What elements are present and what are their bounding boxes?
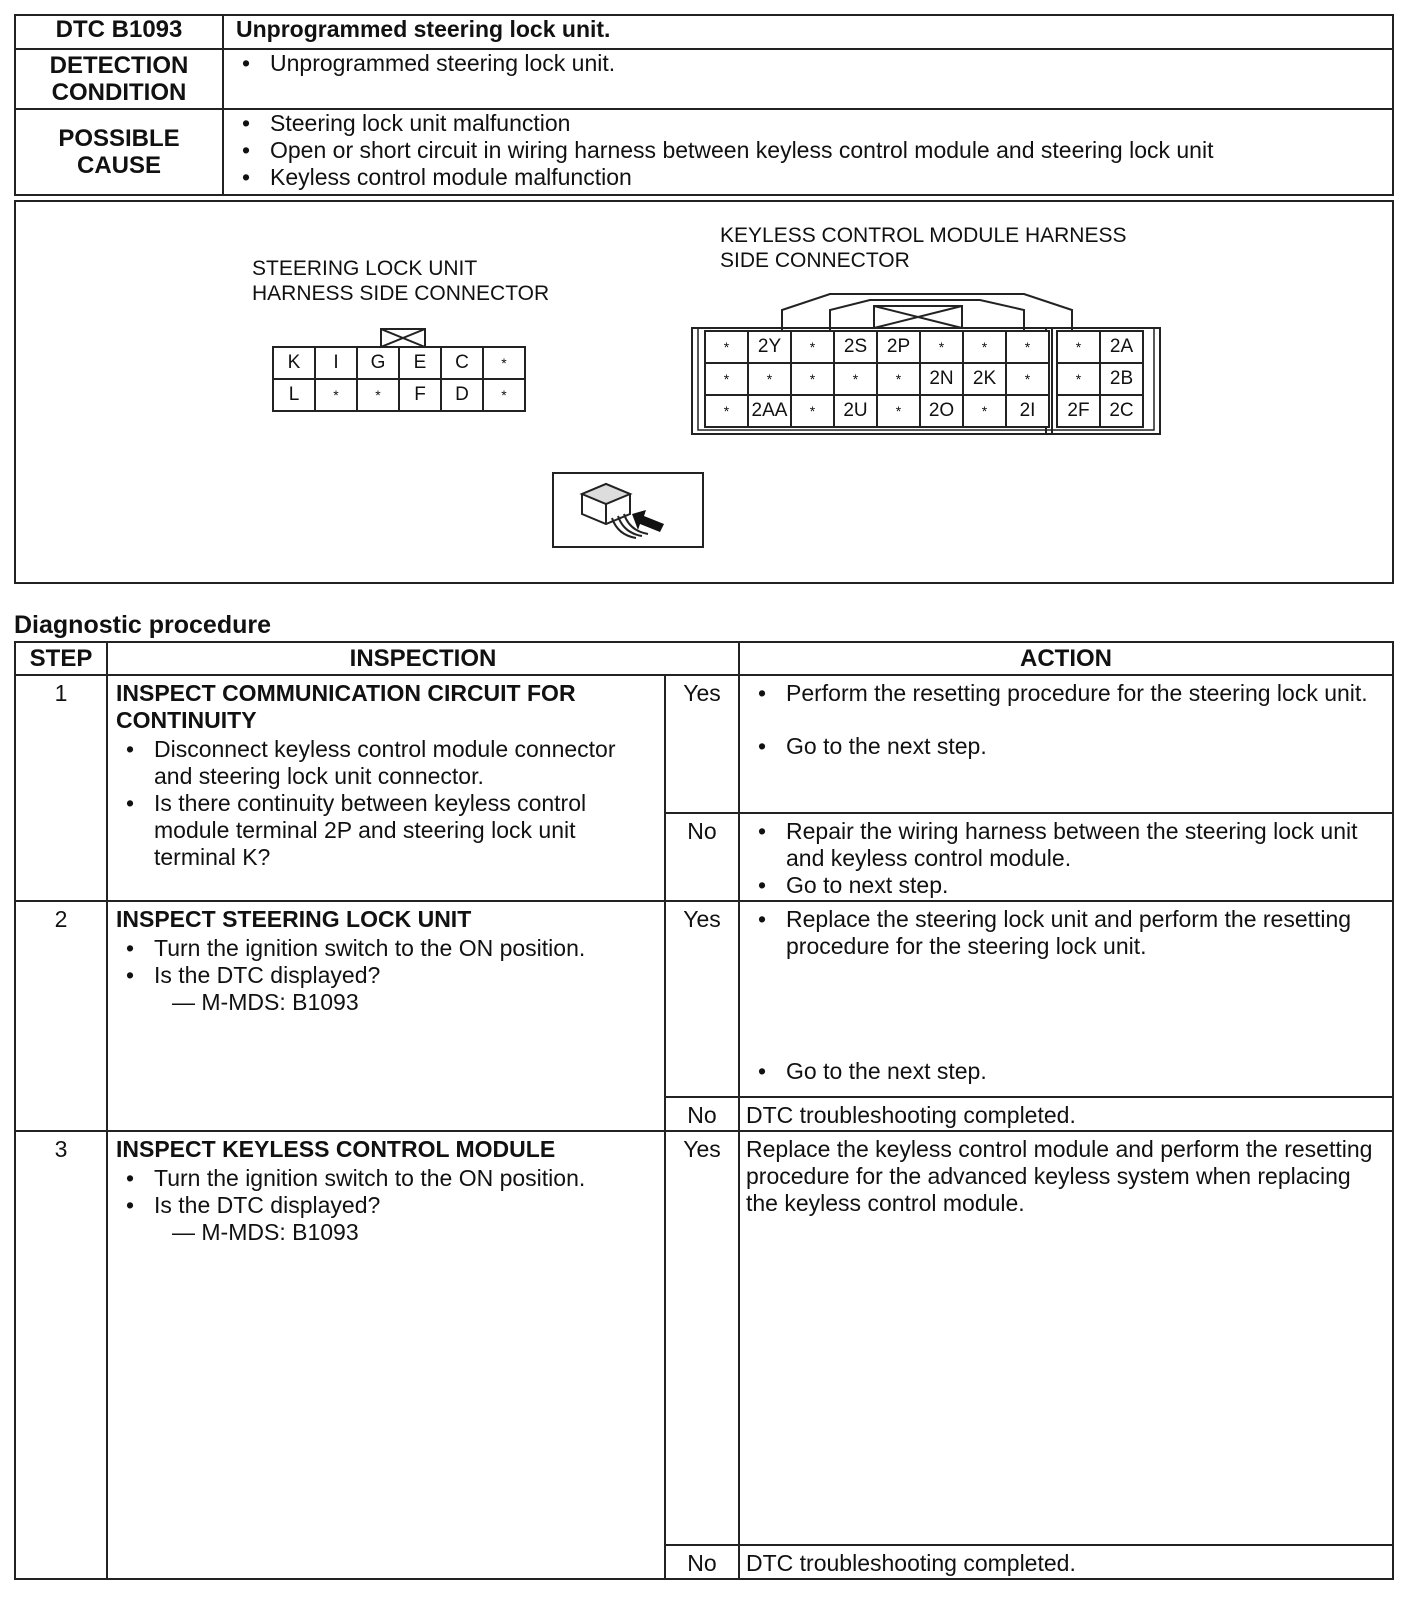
inspection-item: • Turn the ignition switch to the ON position. — [116, 935, 658, 962]
connector-pin: 2K — [962, 362, 1007, 396]
connector-pin: * — [790, 362, 835, 396]
no-label: No — [665, 1097, 739, 1131]
step-title: INSPECT COMMUNICATION CIRCUIT FOR CONTINUITY — [116, 680, 576, 733]
inspection-item: • Turn the ignition switch to the ON position. — [116, 1165, 658, 1192]
connector-pin: 2C — [1099, 394, 1144, 428]
diagnostic-procedure-table — [14, 641, 1394, 1580]
dtc-info-table — [14, 14, 1394, 196]
detection-label: DETECTION CONDITION — [15, 49, 223, 109]
connector-pin: * — [833, 362, 878, 396]
connector-pin: C — [440, 346, 484, 380]
yes-action: Replace the keyless control module and perform the resetting procedure for the advanced keyless system when replacing the keyless control module. — [739, 1131, 1393, 1545]
cause-item: • Keyless control module malfunction — [236, 164, 1392, 191]
steering-connector-label: STEERING LOCK UNIT HARNESS SIDE CONNECTOR — [252, 257, 550, 305]
step-title: INSPECT STEERING LOCK UNIT — [116, 906, 472, 932]
step-row — [15, 1131, 1393, 1545]
no-action: DTC troubleshooting completed. — [739, 1097, 1393, 1131]
yes-action — [739, 675, 1393, 813]
connector-pin: E — [398, 346, 442, 380]
step-inspection — [107, 675, 665, 901]
inspection-item: • Is there continuity between keyless control module terminal 2P and steering lock unit terminal K? — [116, 790, 658, 871]
connector-pin: 2Y — [747, 330, 792, 364]
connector-pin: * — [876, 362, 921, 396]
connector-pin: * — [962, 394, 1007, 428]
step-row — [15, 901, 1393, 1097]
connector-pin: K — [272, 346, 316, 380]
connector-pin: * — [790, 394, 835, 428]
step-number: 2 — [15, 901, 107, 1131]
connector-pin: L — [272, 378, 316, 412]
step-inspection — [107, 1131, 665, 1579]
yes-action — [739, 901, 1393, 1097]
connector-pin: * — [704, 394, 749, 428]
step-title: INSPECT KEYLESS CONTROL MODULE — [116, 1136, 556, 1162]
steering-lock-connector — [272, 328, 532, 408]
cause-item: • Open or short circuit in wiring harness between keyless control module and steering lock unit — [236, 137, 1392, 164]
connector-probe-icon — [554, 474, 702, 546]
connector-pin: * — [704, 330, 749, 364]
yes-label: Yes — [665, 901, 739, 1097]
yes-label: Yes — [665, 1131, 739, 1545]
connector-pin: D — [440, 378, 484, 412]
connector-pin: * — [356, 378, 400, 412]
detection-condition — [223, 49, 1393, 109]
keyless-connector-label: KEYLESS CONTROL MODULE HARNESS SIDE CONNECTOR — [720, 224, 1127, 272]
step-number: 1 — [15, 675, 107, 901]
inspection-item: • Disconnect keyless control module connector and steering lock unit connector. — [116, 736, 658, 790]
dtc-title: Unprogrammed steering lock unit. — [223, 15, 1393, 49]
detection-item: • Unprogrammed steering lock unit. — [236, 50, 1392, 77]
action-item: • Replace the steering lock unit and perform the resetting procedure for the steering lock unit. — [746, 906, 1386, 960]
connector-pin: * — [790, 330, 835, 364]
connector-pin: 2P — [876, 330, 921, 364]
action-item: • Go to next step. — [746, 872, 1386, 899]
step-number: 3 — [15, 1131, 107, 1579]
step-row — [15, 675, 1393, 813]
connector-diagram — [14, 200, 1394, 584]
no-action: DTC troubleshooting completed. — [739, 1545, 1393, 1579]
action-item: • Go to the next step. — [746, 733, 1386, 760]
connector-pin: 2AA — [747, 394, 792, 428]
no-label: No — [665, 1545, 739, 1579]
possible-cause — [223, 109, 1393, 195]
action-item: • Perform the resetting procedure for the steering lock unit. — [746, 680, 1386, 707]
connector-pin: * — [747, 362, 792, 396]
connector-pin: F — [398, 378, 442, 412]
inspection-item: • Is the DTC displayed? — [116, 1192, 658, 1219]
procedure-title: Diagnostic procedure — [14, 611, 271, 639]
connector-pin: 2A — [1099, 330, 1144, 364]
connector-pin: 2S — [833, 330, 878, 364]
header-inspection: INSPECTION — [107, 642, 739, 675]
action-item: • Repair the wiring harness between the steering lock unit and keyless control module. — [746, 818, 1386, 872]
inspection-sub-item: — M-MDS: B1093 — [172, 1219, 359, 1245]
connector-pin: * — [1056, 330, 1101, 364]
steering-pin-grid — [272, 346, 528, 410]
step-inspection — [107, 901, 665, 1131]
connector-pin: 2O — [919, 394, 964, 428]
connector-pin: * — [482, 378, 526, 412]
inspection-item: • Is the DTC displayed? — [116, 962, 658, 989]
connector-pin: * — [1056, 362, 1101, 396]
action-item: • Go to the next step. — [746, 1058, 1386, 1085]
cause-label: POSSIBLE CAUSE — [15, 109, 223, 195]
connector-pin: * — [876, 394, 921, 428]
connector-pin: 2I — [1005, 394, 1050, 428]
connector-pin: 2N — [919, 362, 964, 396]
connector-pin: * — [962, 330, 1007, 364]
connector-latch-icon — [380, 328, 426, 348]
keyless-control-connector — [690, 288, 1164, 438]
cause-item: • Steering lock unit malfunction — [236, 110, 1392, 137]
connector-pin: * — [704, 362, 749, 396]
no-action — [739, 813, 1393, 901]
no-label: No — [665, 813, 739, 901]
connector-pin: * — [1005, 362, 1050, 396]
harness-side-view-icon — [552, 472, 704, 548]
yes-label: Yes — [665, 675, 739, 813]
connector-pin: I — [314, 346, 358, 380]
header-step: STEP — [15, 642, 107, 675]
dtc-code: DTC B1093 — [15, 15, 223, 49]
connector-pin: * — [314, 378, 358, 412]
connector-pin: 2F — [1056, 394, 1101, 428]
header-action: ACTION — [739, 642, 1393, 675]
inspection-sub-item: — M-MDS: B1093 — [172, 989, 359, 1015]
connector-pin: G — [356, 346, 400, 380]
connector-pin: * — [1005, 330, 1050, 364]
connector-pin: * — [919, 330, 964, 364]
connector-pin: 2B — [1099, 362, 1144, 396]
connector-pin: 2U — [833, 394, 878, 428]
connector-pin: * — [482, 346, 526, 380]
